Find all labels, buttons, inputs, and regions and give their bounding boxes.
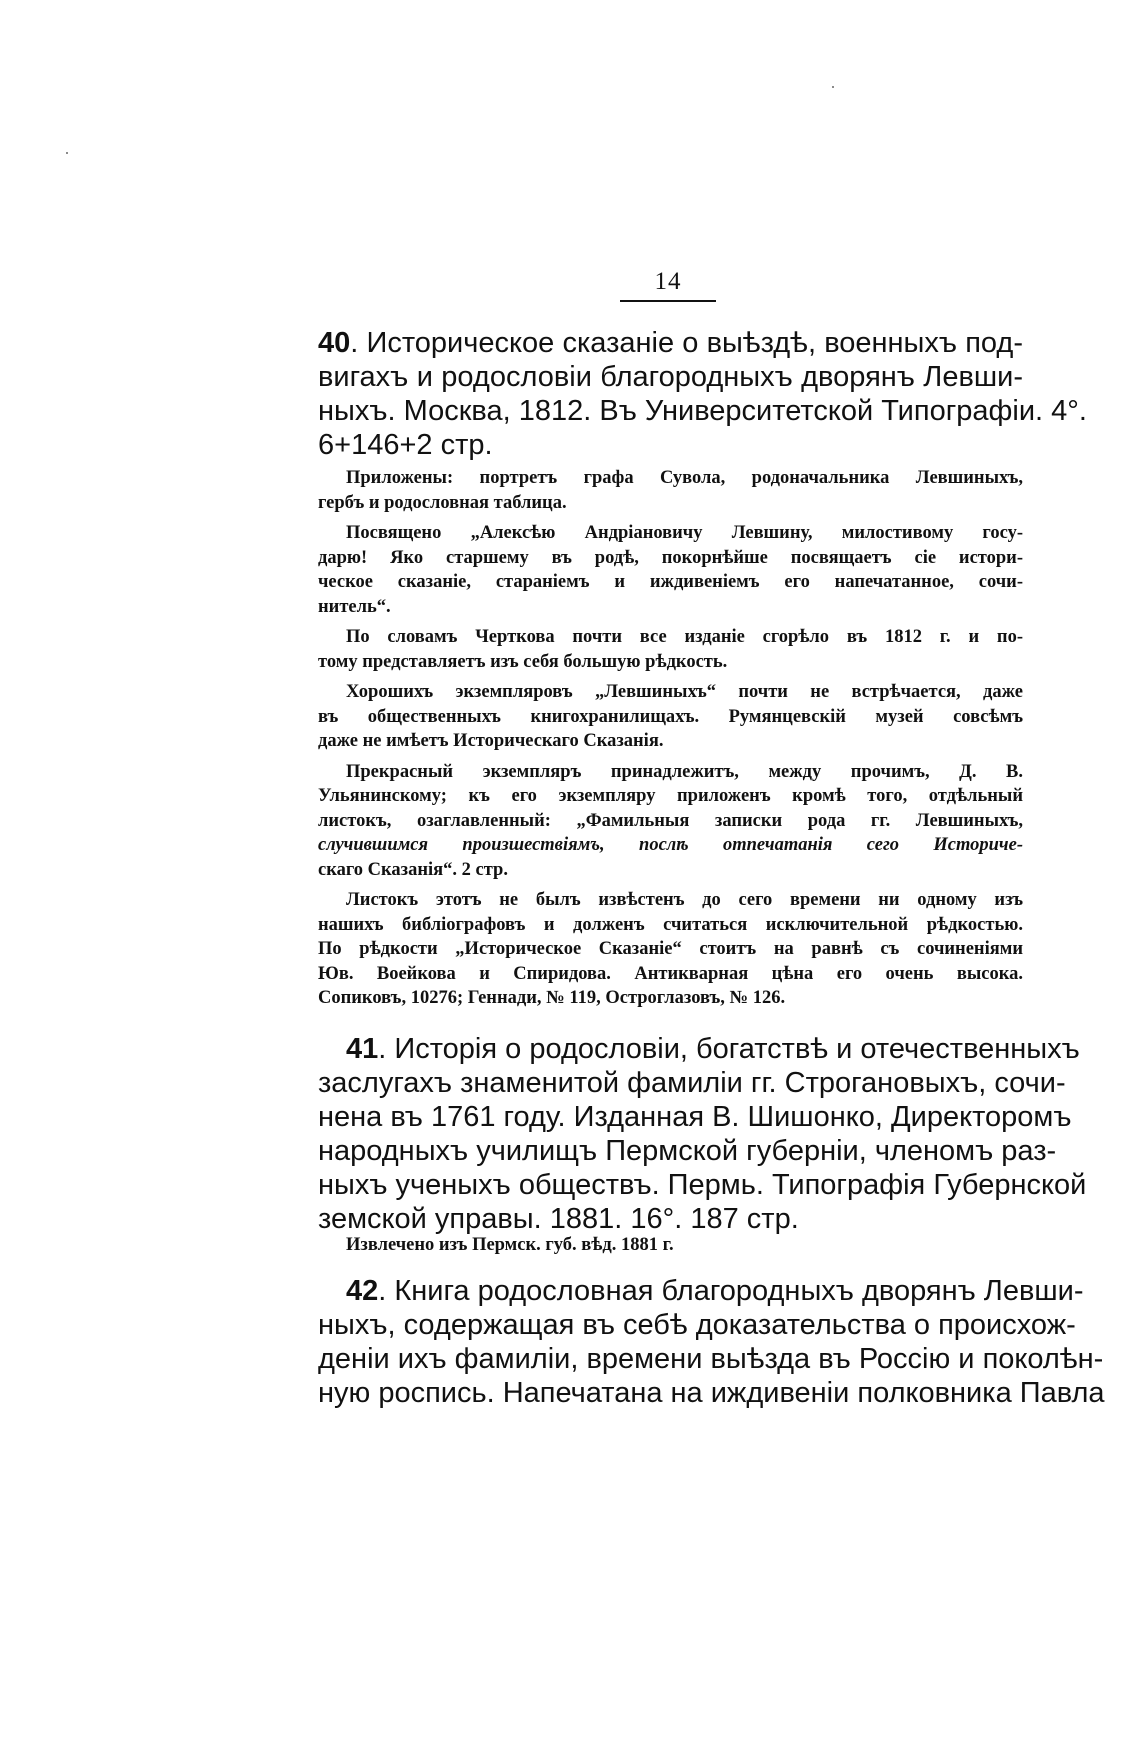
note-line: Извлечено изъ Пермск. губ. вѣд. 1881 г. <box>346 1235 674 1255</box>
note-line: Листокъ этотъ не былъ извѣстенъ до сего времени ни одному изъ <box>346 890 1023 910</box>
note-line: Сопиковъ, 10276; Геннади, № 119, Остроглазовъ, № 126. <box>318 988 786 1008</box>
entry-41-notes <box>318 1233 1023 1258</box>
note-line: ческое сказанiе, старанiемъ и иждивенiемъ его напечатанное, сочи- <box>318 572 1023 592</box>
entry-41-line-4: народныхъ училищъ Пермской губернiи, членомъ раз- <box>318 1135 1057 1167</box>
note-line: даже не имѣетъ Историческаго Сказанiя. <box>318 731 664 751</box>
entry-41-line-2: заслугахъ знаменитой фамилiи гг. Строгановыхъ, сочи- <box>318 1067 1066 1099</box>
entry-42 <box>318 1274 1105 1410</box>
entry-40 <box>318 326 1087 462</box>
note-line: случившимся произшествiямъ, послѣ отпечатанiя сего Историче- <box>318 835 1023 855</box>
note-line: Юв. Воейкова и Спиридова. Антикварная цѣна его очень высока. <box>318 963 1023 984</box>
entry-40-line-3: ныхъ. Москва, 1812. Въ Университетской Типографiи. 4°. <box>318 395 1087 427</box>
note-line: Посвящено „Алексѣю Андрiановичу Левшину, милостивому госу- <box>346 523 1023 543</box>
note-line: листокъ, озаглавленный: „Фамильныя записки рода гг. Левшиныхъ, <box>318 810 1023 831</box>
entry-40-line-1: 40. Историческое сказанiе о выѣздѣ, военныхъ под- <box>318 327 1023 359</box>
entry-41 <box>318 1032 1087 1236</box>
entry-40-number: 40 <box>318 327 351 359</box>
entry-41-line-6: земской управы. 1881. 16°. 187 стр. <box>318 1203 799 1235</box>
page-number-rule <box>620 300 716 302</box>
note-line: Ульянинскому; къ его экземпляру приложенъ кромѣ того, отдѣльный <box>318 786 1023 806</box>
note-line: Хорошихъ экземпляровъ „Левшиныхъ“ почти не встрѣчается, даже <box>346 682 1023 702</box>
entry-41-number: 41 <box>346 1033 379 1065</box>
note-line: По рѣдкости „Историческое Сказанiе“ стоитъ на равнѣ съ сочиненiями <box>318 939 1023 959</box>
note-line: скаго Сказанiя“. 2 стр. <box>318 859 508 880</box>
entry-42-line-3: денiи ихъ фамилiи, времени выѣзда въ Россiю и поколѣн- <box>318 1343 1104 1375</box>
entry-41-line-1: 41. Исторiя о родословiи, богатствѣ и отечественныхъ <box>318 1032 1023 1066</box>
note-line: тому представляетъ изъ себя большую рѣдкость. <box>318 651 728 672</box>
entry-40-notes <box>318 466 1023 1011</box>
entry-40-line-4: 6+146+2 стр. <box>318 429 493 461</box>
entry-40-line-2: вигахъ и родословiи благородныхъ дворянъ Левши- <box>318 361 1023 393</box>
note-line: нитель“. <box>318 596 391 617</box>
page-number: 14 <box>654 268 682 295</box>
scan-speck <box>832 86 834 88</box>
note-line: нашихъ библiографовъ и долженъ считаться исключительной рѣдкостью. <box>318 914 1023 935</box>
scan-speck <box>66 152 68 154</box>
entry-42-line-2: ныхъ, содержащая въ себѣ доказательства о происхож- <box>318 1309 1076 1341</box>
entry-41-line-3: нена въ 1761 году. Изданная В. Шишонко, Директоромъ <box>318 1101 1072 1133</box>
note-line: По словамъ Черткова почти все изданiе сгорѣло въ 1812 г. и по- <box>346 627 1023 647</box>
note-line: въ общественныхъ книгохранилищахъ. Румянцевскiй музей совсѣмъ <box>318 706 1023 727</box>
entry-42-line-4: ную роспись. Напечатана на иждивенiи полковника Павла <box>318 1377 1105 1409</box>
entry-42-number: 42 <box>346 1275 379 1307</box>
note-line: гербъ и родословная таблица. <box>318 492 567 513</box>
entry-42-line-1: 42. Книга родословная благородныхъ дворянъ Левши- <box>318 1274 1023 1308</box>
note-line: Приложены: портретъ графа Сувола, родоначальника Левшиныхъ, <box>346 468 1023 488</box>
entry-41-line-5: ныхъ ученыхъ обществъ. Пермь. Типографiя Губернской <box>318 1169 1087 1201</box>
note-line: дарю! Яко старшему въ родѣ, покорнѣйше посвящаетъ сiе истори- <box>318 547 1023 568</box>
note-line: Прекрасный экземпляръ принадлежитъ, между прочимъ, Д. В. <box>346 761 1023 782</box>
